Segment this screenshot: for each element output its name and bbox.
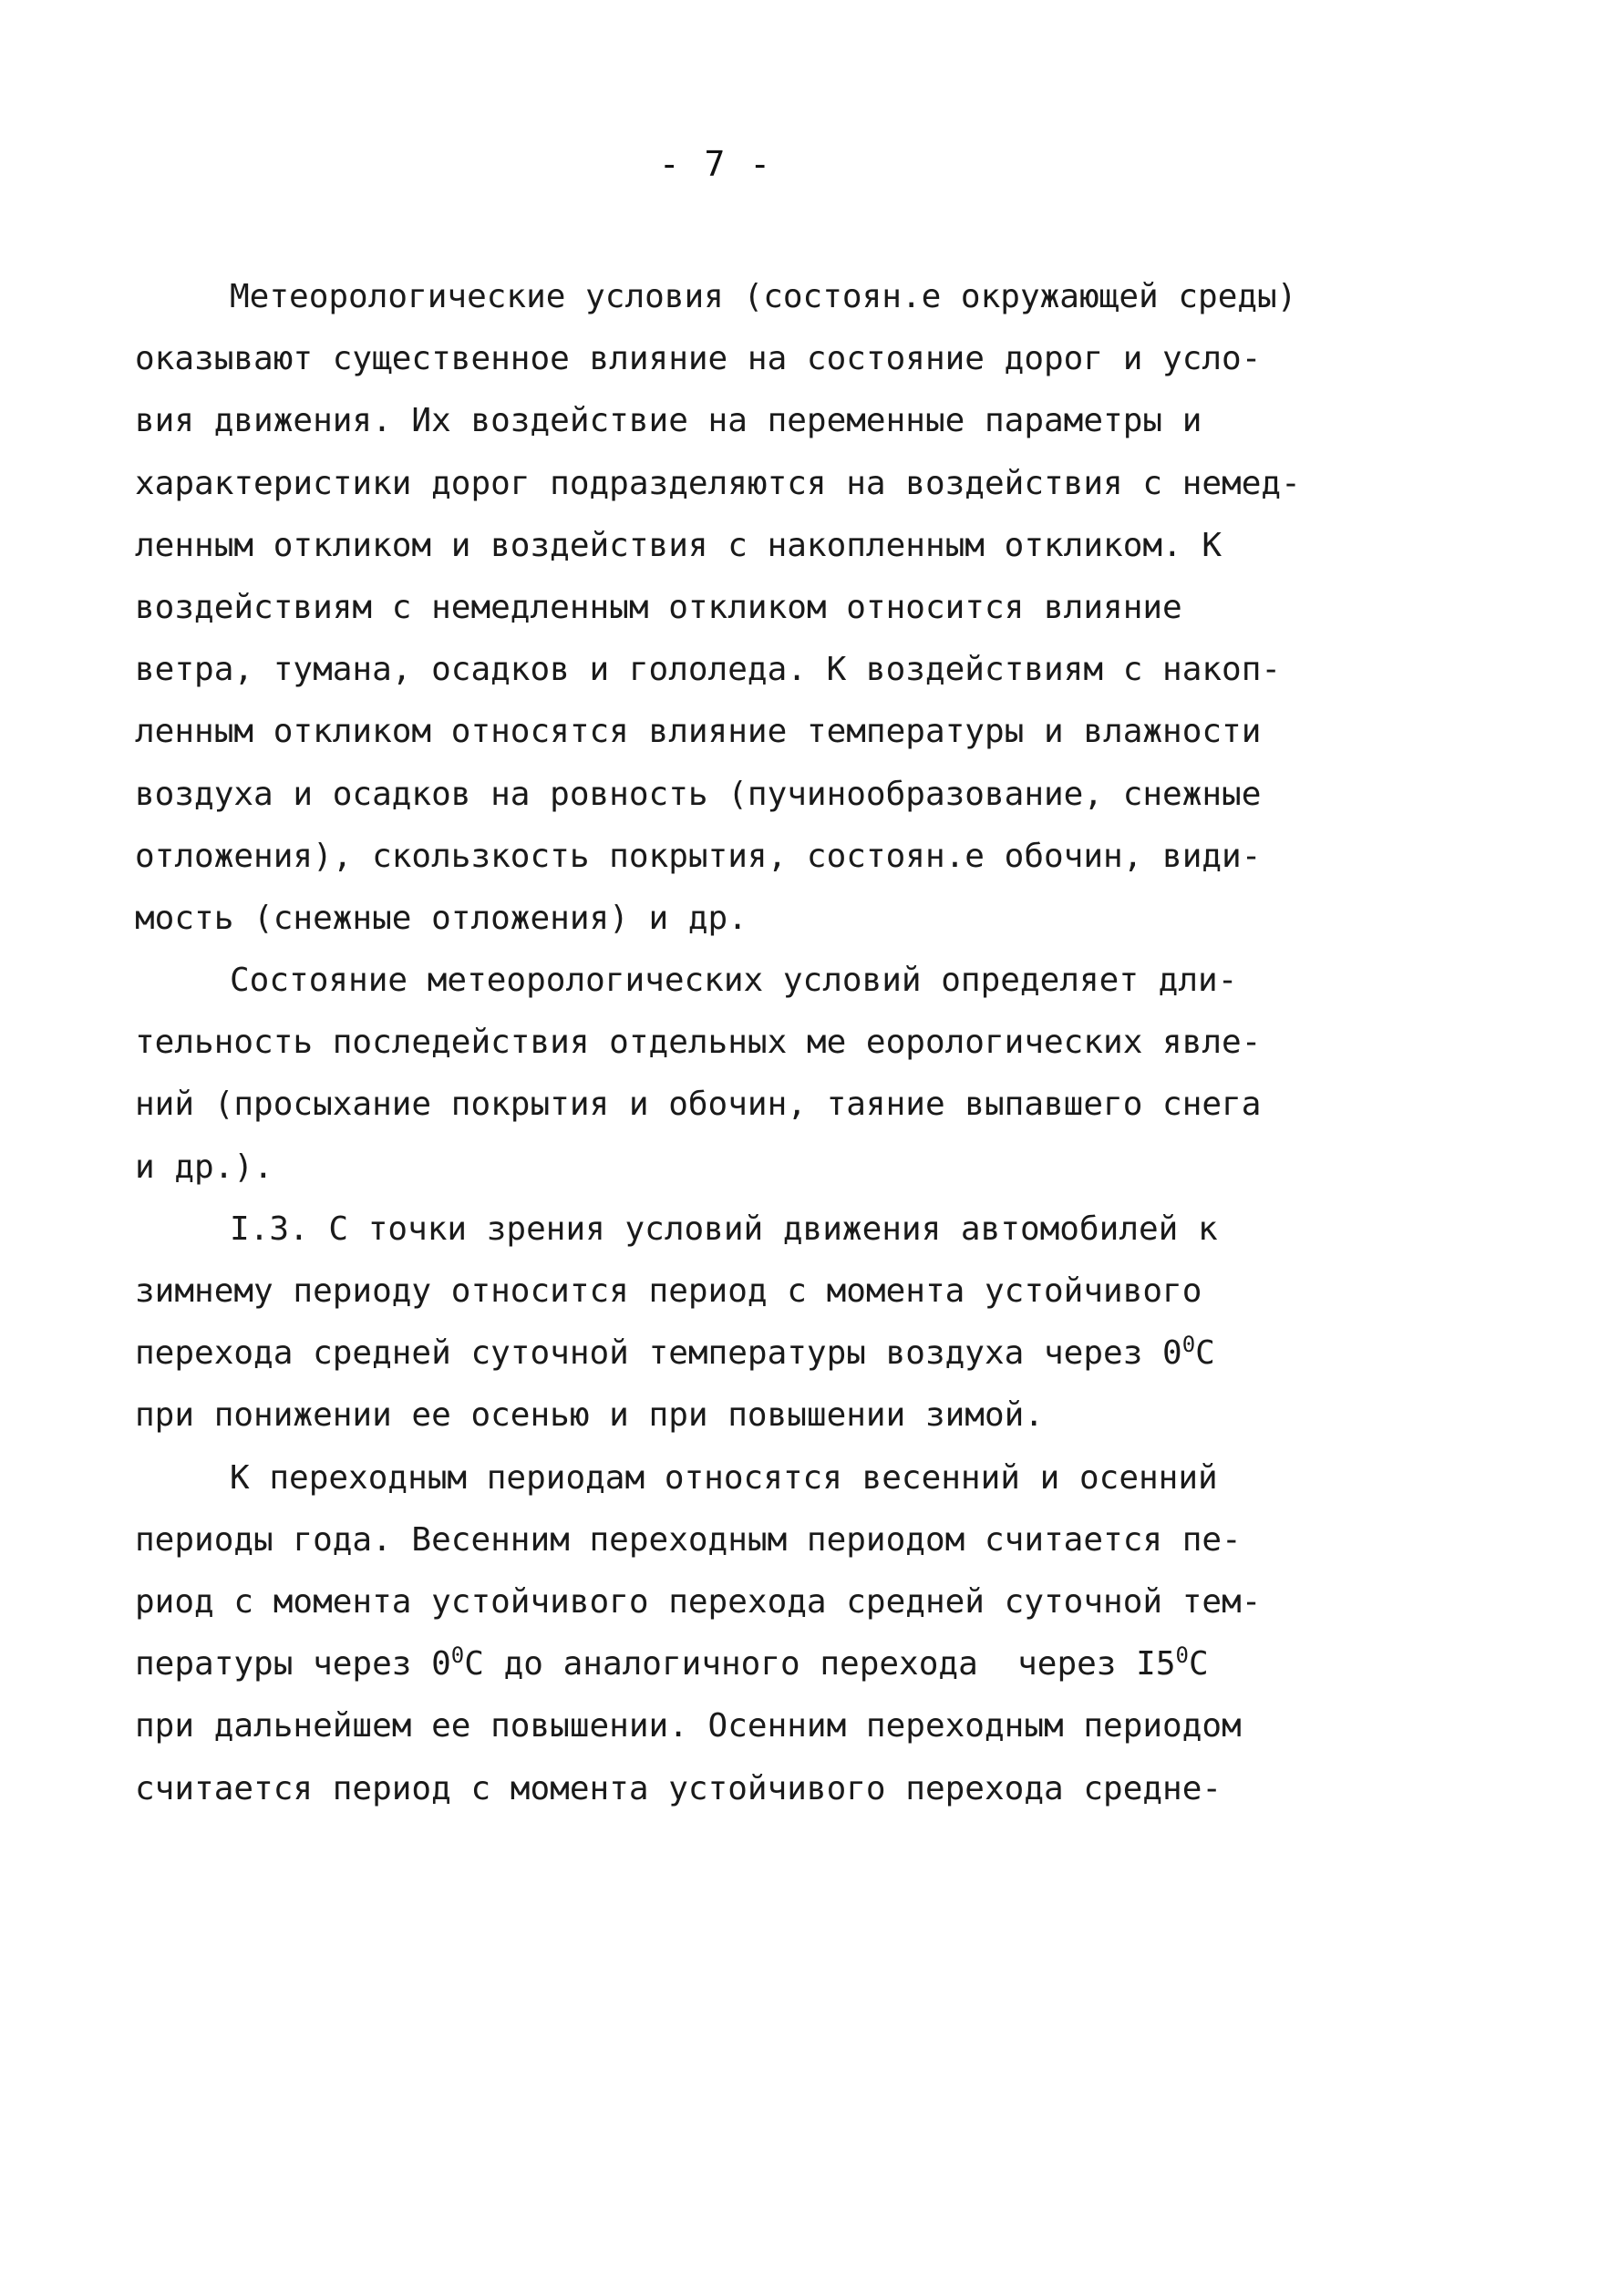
text-line: отложения), скользкость покрытия, состоян.е обочин, види-: [135, 837, 1262, 875]
text-line: ленным откликом относятся влияние температуры и влажности: [135, 713, 1262, 751]
text-line: риод с момента устойчивого перехода средней суточной тем-: [135, 1582, 1262, 1621]
text-line: при понижении ее осенью и при повышении зимой.: [135, 1396, 1044, 1435]
text-line: ленным откликом и воздействия с накопленным откликом. К: [135, 526, 1222, 564]
superscript: 0: [450, 1642, 465, 1669]
text-line: ний (просыхание покрытия и обочин, таяние выпавшего снега: [135, 1086, 1262, 1124]
text-line: Состояние метеорологических условий определяет дли-: [230, 962, 1238, 1000]
text-line: I.3. С точки зрения условий движения автомобилей к: [230, 1210, 1218, 1248]
text-line: воздействиям с немедленным откликом относится влияние: [135, 588, 1182, 626]
text-segment: С: [1188, 1645, 1209, 1683]
text-line: Метеорологические условия (состоян.е окружающей среды): [230, 278, 1297, 315]
text-line: [135, 1633, 1293, 1695]
text-line: тельность последействия отдельных ме еорологических явле-: [135, 1024, 1262, 1062]
text-line: характеристики дорог подразделяются на воздействия с немед-: [135, 464, 1301, 502]
text-line: ветра, тумана, осадков и гололеда. К воздействиям с накоп-: [135, 651, 1282, 689]
text-line: мость (снежные отложения) и др.: [135, 899, 748, 937]
text-line: [135, 1323, 1293, 1385]
text-segment: перехода средней суточной температуры воздуха через 0: [135, 1334, 1182, 1373]
text-line: К переходным периодам относятся весенний и осенний: [230, 1458, 1218, 1497]
text-segment: пературы через 0: [135, 1645, 451, 1683]
text-line: зимнему периоду относится период с момента устойчивого: [135, 1272, 1202, 1310]
text-line: и др.).: [135, 1148, 273, 1186]
superscript: 0: [1181, 1332, 1196, 1358]
text-line: воздуха и осадков на ровность (пучинообразование, снежные: [135, 775, 1262, 813]
text-line: считается период с момента устойчивого перехода средне-: [135, 1769, 1222, 1807]
body-text: [135, 266, 1301, 1820]
text-line: при дальнейшем ее повышении. Осенним переходным периодом: [135, 1707, 1242, 1745]
text-segment: С: [1195, 1334, 1215, 1373]
text-line: периоды года. Весенним переходным периодом считается пе-: [135, 1520, 1242, 1559]
text-segment: С до аналогичного перехода через I5: [464, 1645, 1176, 1683]
text-line: вия движения. Их воздействие на переменные параметры и: [135, 402, 1202, 440]
page-number: - 7 -: [658, 144, 773, 184]
text-line: оказывают существенное влияние на состояние дорог и усло-: [135, 340, 1262, 378]
superscript: 0: [1175, 1642, 1189, 1669]
